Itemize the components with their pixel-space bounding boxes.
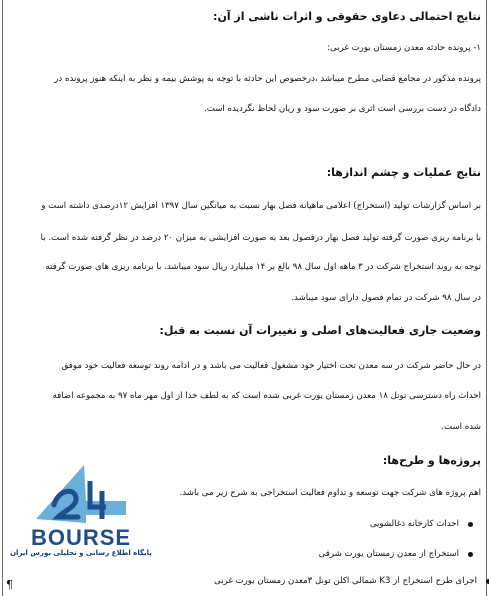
- paragraph-line: در سال ۹۸ شرکت در تمام فصول دارای سود میباشد.: [291, 293, 481, 303]
- item-title-mine-accident: ۱- پرونده حادثه معدن زمستان یورت غربی:: [327, 43, 481, 53]
- section-heading-legal-claims: نتایج احتمالی دعاوی حقوقی و اثرات ناشی از آن:: [213, 10, 481, 23]
- logo-caption: پایگاه اطلاع رسانی و تحلیلی بورس ایران: [10, 549, 152, 557]
- page-border-right: [486, 0, 487, 596]
- paragraph-line: دادگاه در دست بررسی است اثری بر صورت سود و زیان لحاظ نگردیده است.: [204, 104, 481, 114]
- paragraph-line: پرونده مذکور در مجامع قضایی مطرح میباشد ،درخصوص این حادثه با توجه به پوشش بیمه و نظر به اینکه هنوز پرونده در: [54, 74, 481, 84]
- paragraph-line: احداث راه دسترسی تونل ۱۸ معدن زمستان یورت غربی شده است که به لطف خدا از اول مهر ماه ۹۷ به مجموعه اضافه: [52, 391, 481, 401]
- section-heading-projects: پروژه‌ها و طرح‌ها:: [382, 454, 481, 467]
- paragraph-line: با برنامه ریزی صورت گرفته تولید فصل بهار درفصول بعد به صورت افزایشی به میزان ۲۰ درصد در نظر گرفته شده است. با: [40, 233, 481, 243]
- section-heading-current-activities: وضعیت جاری فعالیت‌های اصلی و تغییرات آن نسبت به قبل:: [159, 324, 481, 337]
- bourse24-logo-mark: [6, 461, 156, 551]
- paragraph-line: بر اساس گزارشات تولید (استخراج) اعلامی ماهیانه فصل بهار نسبت به میانگین سال ۱۳۹۷ افزایش ۱۲درصدی داشته است و: [41, 201, 481, 211]
- paragraph-line: شده است.: [441, 422, 481, 432]
- list-item: [319, 549, 459, 559]
- list-item-text: احداث کارخانه ذغالشویی: [369, 519, 459, 529]
- paragraph-mark: ¶: [6, 578, 13, 591]
- list-item: [370, 519, 459, 529]
- logo-wordmark: BOURSE: [30, 525, 132, 550]
- list-item-text: استخراج از معدن زمستان یورت شرقی: [318, 549, 459, 559]
- paragraph-line: در حال حاضر شرکت در سه معدن تحت اختیار خود مشغول فعالیت می باشد و در ادامه روند توسعه فعالیت خود موفق: [61, 361, 481, 371]
- projects-intro: اهم پروژه های شرکت جهت توسعه و تداوم فعالیت استخراجی به شرح زیر می باشد.: [179, 488, 481, 498]
- page-border-left: [2, 0, 3, 596]
- section-heading-operations-outlook: نتایج عملیات و چشم اندازها:: [326, 166, 481, 179]
- bullet-icon: [468, 522, 473, 527]
- bourse24-logo: [6, 461, 156, 571]
- list-item-text: اجرای طرح استخراج از K3 شمالی اکلن تونل ۳معدن زمستان یورت غربی: [214, 576, 477, 586]
- bullet-icon: [468, 552, 473, 557]
- list-item: [214, 576, 477, 586]
- paragraph-line: توجه به روند استخراج شرکت در ۳ ماهه اول سال ۹۸ بالغ بر ۱۴ میلیارد ریال سود میباشد. با برنامه ریزی های صورت گرفته: [45, 262, 481, 272]
